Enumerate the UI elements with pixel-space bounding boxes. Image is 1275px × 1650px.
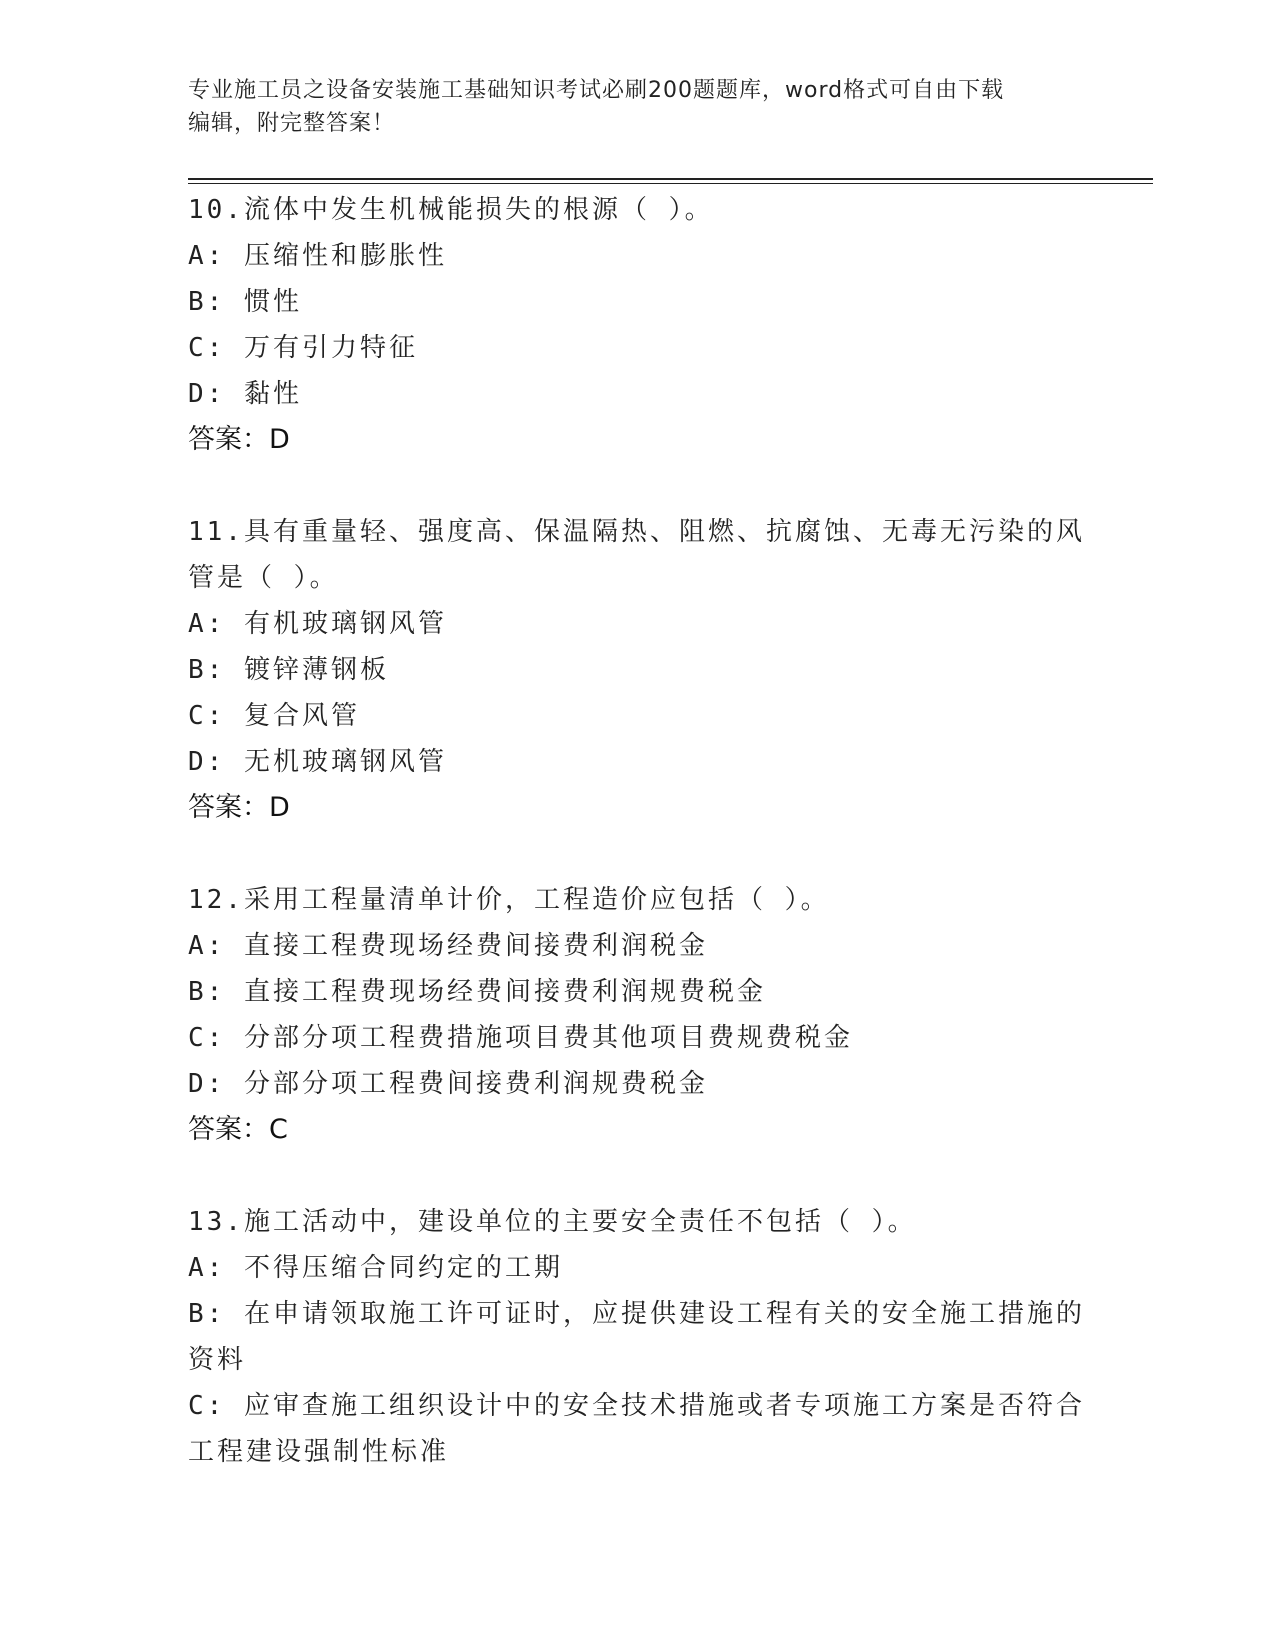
- option-a: A: 直接工程费现场经费间接费利润税金: [188, 931, 708, 961]
- answer-line: 答案：D: [188, 424, 290, 455]
- question-12: [188, 877, 1088, 1153]
- question-stem: 13.施工活动中，建设单位的主要安全责任不包括（ ）。: [188, 1207, 917, 1237]
- question-10: [188, 187, 1088, 463]
- option-c-continued: 工程建设强制性标准: [188, 1437, 450, 1467]
- header-line-1: 专业施工员之设备安装施工基础知识考试必刷200题题库，word格式可自由下载: [188, 78, 1005, 103]
- answer-line: 答案：C: [188, 1114, 288, 1145]
- question-list: [188, 187, 1088, 1475]
- question-spacer: [188, 463, 1088, 509]
- question-stem: 11.具有重量轻、强度高、保温隔热、阻燃、抗腐蚀、无毒无污染的风: [188, 517, 1085, 547]
- option-a: A: 有机玻璃钢风管: [188, 609, 447, 639]
- option-b: B: 在申请领取施工许可证时，应提供建设工程有关的安全施工措施的: [188, 1299, 1085, 1329]
- option-b: B: 直接工程费现场经费间接费利润规费税金: [188, 977, 766, 1007]
- question-stem-continued: 管是（ ）。: [188, 563, 339, 593]
- option-d: D: 分部分项工程费间接费利润规费税金: [188, 1069, 708, 1099]
- question-stem: 10.流体中发生机械能损失的根源（ ）。: [188, 195, 714, 225]
- option-c: C: 分部分项工程费措施项目费其他项目费规费税金: [188, 1023, 853, 1053]
- option-b: B: 惯性: [188, 287, 302, 317]
- option-c: C: 复合风管: [188, 701, 360, 731]
- question-13: [188, 1199, 1088, 1475]
- option-b-continued: 资料: [188, 1345, 247, 1375]
- document-header: [188, 74, 1068, 140]
- question-11: [188, 509, 1088, 831]
- option-a: A: 不得压缩合同约定的工期: [188, 1253, 563, 1283]
- answer-line: 答案：D: [188, 792, 290, 823]
- question-spacer: [188, 1153, 1088, 1199]
- question-spacer: [188, 831, 1088, 877]
- option-b: B: 镀锌薄钢板: [188, 655, 389, 685]
- option-c: C: 万有引力特征: [188, 333, 418, 363]
- option-c: C: 应审查施工组织设计中的安全技术措施或者专项施工方案是否符合: [188, 1391, 1085, 1421]
- header-divider-thin: [188, 183, 1153, 184]
- header-divider-thick: [188, 178, 1153, 180]
- option-d: D: 黏性: [188, 379, 302, 409]
- question-stem: 12.采用工程量清单计价，工程造价应包括（ ）。: [188, 885, 830, 915]
- header-line-2: 编辑，附完整答案！: [188, 111, 396, 136]
- option-a: A: 压缩性和膨胀性: [188, 241, 447, 271]
- option-d: D: 无机玻璃钢风管: [188, 747, 447, 777]
